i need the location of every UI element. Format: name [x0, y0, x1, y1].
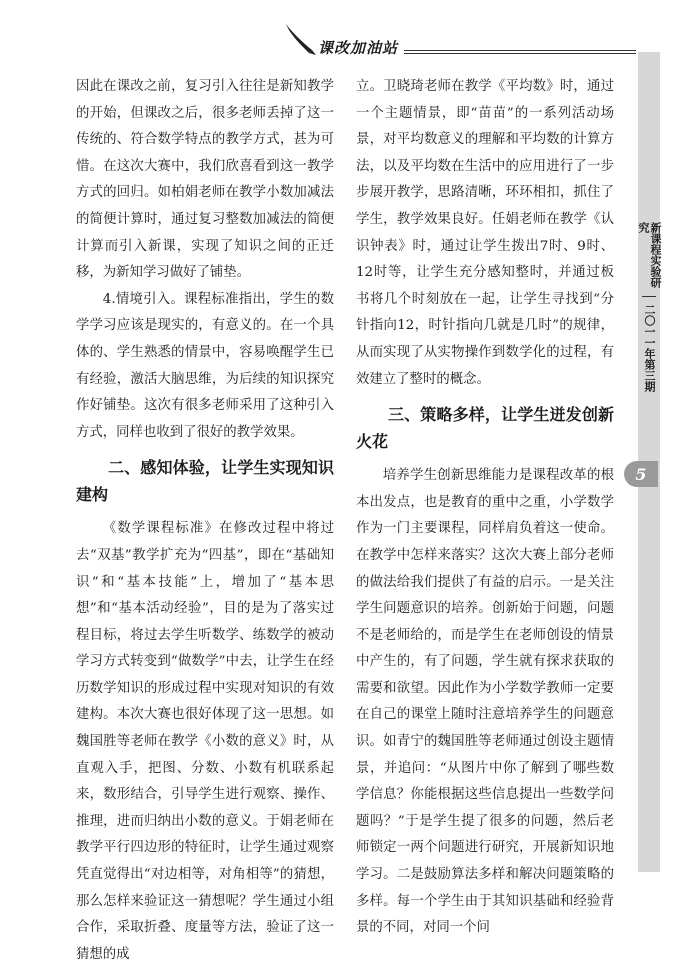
section-heading: 二、感知体验，让学生实现知识建构: [76, 458, 334, 505]
side-divider: [642, 296, 656, 297]
page-number: 5: [624, 461, 658, 487]
page-header: [0, 0, 680, 72]
section-heading: 三、策略多样，让学生迸发创新火花: [356, 405, 614, 452]
paragraph: 立。卫晓琦老师在教学《平均数》时，通过一个主题情景，即“苗苗”的一系列活动场景，对平均数意义的理解和平均数的计算方法，以及平均数在生活中的应用进行了一步步展开教学，思路清晰，环环相扣，抓住了学生，教学效果良好。任娟老师在教学《认识钟表》时，通过让学生拨出7时、9时、12时等，让学生充分感知整时，并通过板书将几个时刻放在一起，让学生寻找到“分针指向12，时针指向几就是几时”的规律，从而实现了从实物操作到数学化的过程，有效建立了整时的概念。: [356, 79, 614, 387]
left-column: [76, 74, 334, 968]
header-rule: [404, 53, 636, 54]
pen-icon: [282, 20, 318, 56]
paragraph: 因此在课改之前，复习引入往往是新知教学的开始，但课改之后，很多老师丢掉了这一传统的、符合数学特点的教学方式，甚为可惜。在这次大赛中，我们欣喜看到这一教学方式的回归。如柏娟老师在教学小数加减法的简便计算时，通过复习整数加减法的简便计算而引入新课，实现了知识之间的正迁移，为新知学习做好了铺垫。: [76, 79, 334, 281]
header-rule: [404, 50, 636, 51]
issue-label: 二〇一一年第三期: [643, 304, 656, 392]
paragraph: 培养学生创新思维能力是课程改革的根本出发点，也是教育的重中之重，小学数学作为一门主要课程，同样肩负着这一使命。在教学中怎样来落实？这次大赛上部分老师的做法给我们提供了有益的启示。一是关注学生问题意识的培养。创新始于问题，问题不是老师给的，而是学生在老师创设的情景中产生的，有了问题，学生就有探求获取的需要和欲望。因此作为小学数学教师一定要在自己的课堂上随时注意培养学生的问题意识。如青宁的魏国胜等老师通过创设主题情景，并追问：“从图片中你了解到了哪些数学信息？你能根据这些信息提出一些数学问题吗？”于是学生提了很多的问题，然后老师锁定一两个问题进行研究，开展新知识地学习。二是鼓励算法多样和解决问题策略的多样。每一个学生由于其知识基础和经验背景的不同，对同一个问: [356, 468, 614, 936]
right-column: [356, 74, 614, 942]
paragraph: 4.情境引入。课程标准指出，学生的数学学习应该是现实的，有意义的。在一个具体的、学生熟悉的情景中，容易唤醒学生已有经验，激活大脑思维，为后续的知识探究作好铺垫。这次有很多老师采用了这种引入方式，同样也收到了很好的教学效果。: [76, 291, 334, 440]
paragraph: 《数学课程标准》在修改过程中将过去“双基”教学扩充为“四基”，即在“基础知识”和“基本技能”上，增加了“基本思想”和“基本活动经验”，目的是为了落实过程目标，将过去学生听数学、练数学的被动学习方式转变到“做数学”中去，让学生在经历数学知识的形成过程中实现对知识的有效建构。本次大赛也很好体现了这一思想。如魏国胜等老师在教学《小数的意义》时，从直观入手，把图、分数、小数有机联系起来，数形结合，引导学生进行观察、操作、推理，进而归纳出小数的意义。于娟老师在教学平行四边形的特征时，让学生通过观察凭直觉得出“对边相等，对角相等”的猜想，那么怎样来验证这一猜想呢？学生通过小组合作，采取折叠、度量等方法，验证了这一猜想的成: [76, 521, 334, 962]
journal-name: 新课程实验研究: [637, 222, 662, 288]
section-title: 课改加油站: [318, 39, 399, 57]
